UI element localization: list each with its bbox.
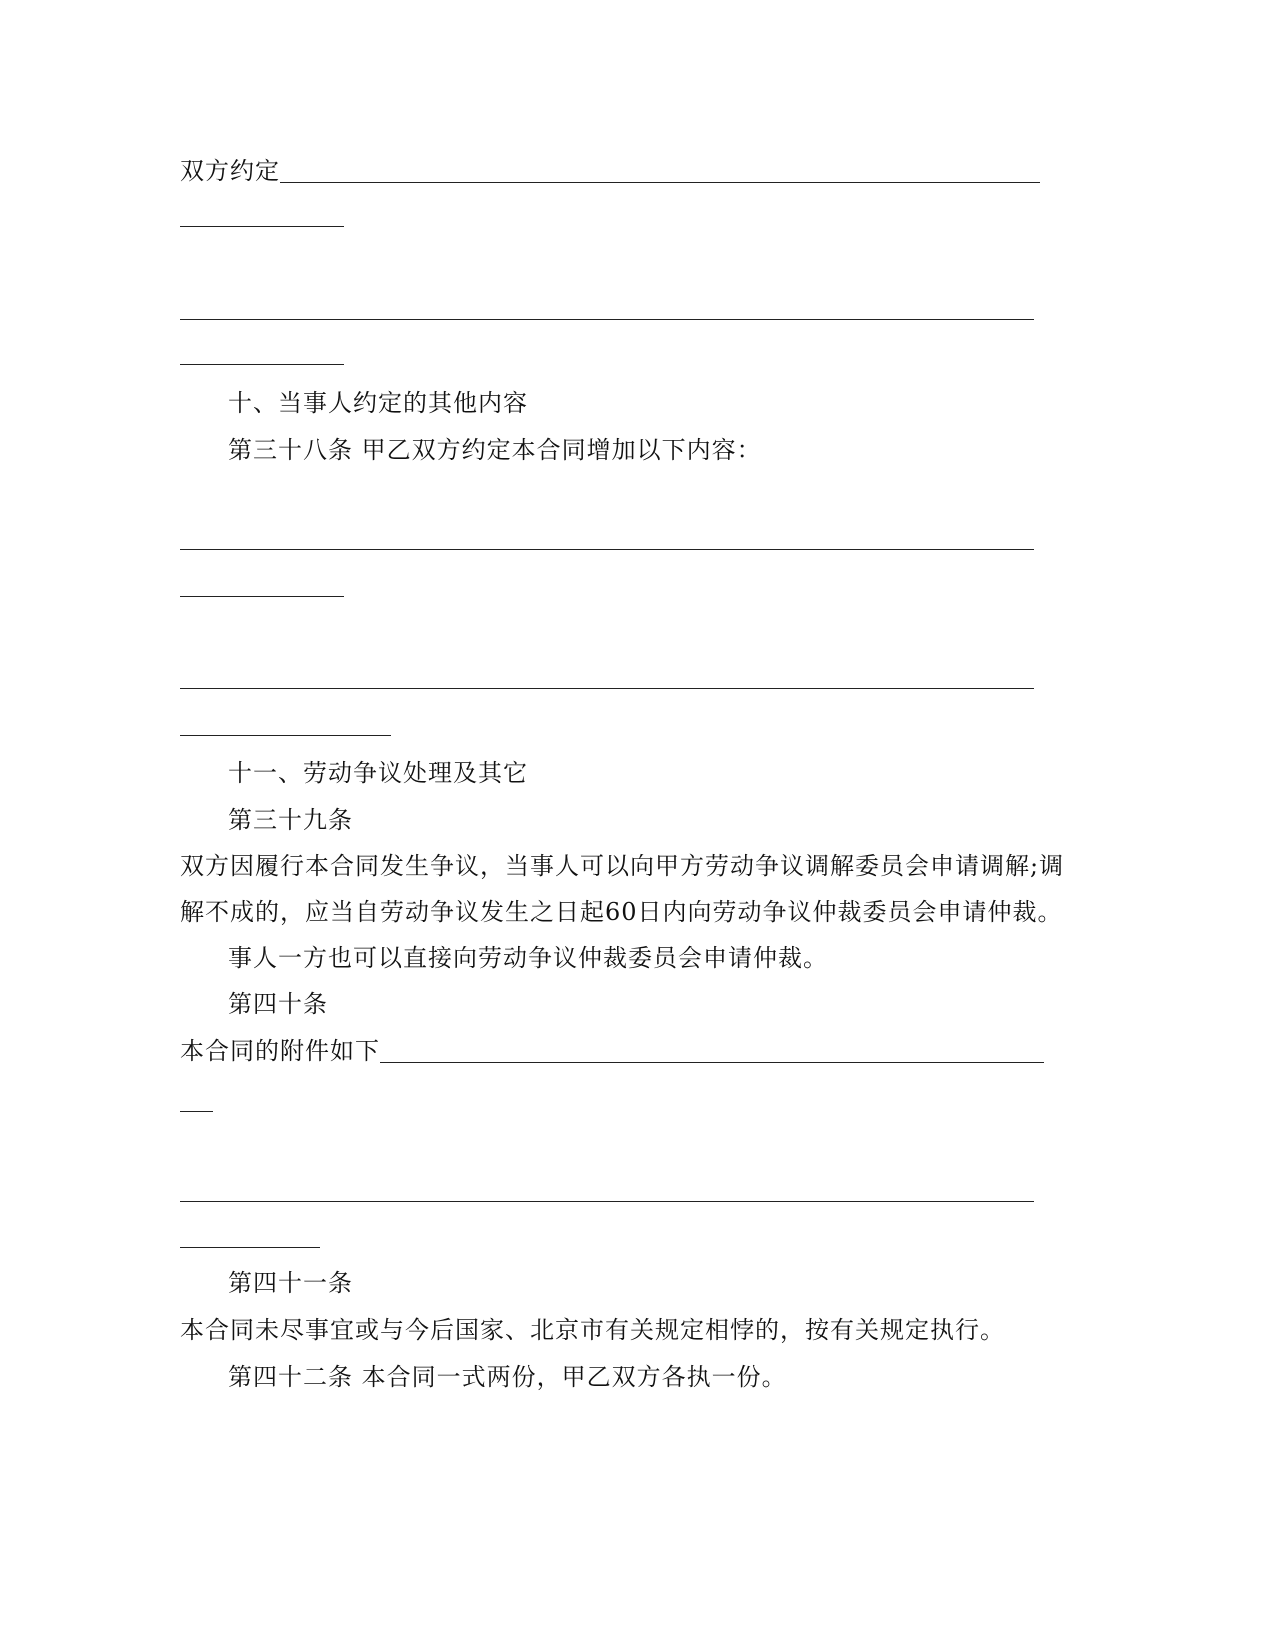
- blank-line: [180, 1201, 1034, 1202]
- blank-line: [180, 1247, 320, 1248]
- article-39-line-3: 事人一方也可以直接向劳动争议仲裁委员会申请仲裁。: [228, 944, 828, 972]
- blank-line: [180, 364, 344, 365]
- article-40-title: 第四十条: [228, 990, 328, 1018]
- blank-line: [180, 1111, 213, 1112]
- blank-line: [180, 735, 391, 736]
- article-39-line-2: 解不成的，应当自劳动争议发生之日起60日内向劳动争议仲裁委员会申请仲裁。: [180, 898, 1063, 926]
- blank-line: [180, 549, 1034, 550]
- agreed-label: 双方约定: [180, 157, 280, 185]
- agreed-line: [180, 156, 1040, 186]
- article-42: 第四十二条 本合同一式两份，甲乙双方各执一份。: [228, 1363, 787, 1391]
- article-39-line-1: 双方因履行本合同发生争议，当事人可以向甲方劳动争议调解委员会申请调解;调: [180, 852, 1065, 880]
- attachments-blank: [380, 1062, 1044, 1063]
- article-39-title: 第三十九条: [228, 806, 353, 834]
- blank-line: [180, 596, 344, 597]
- section-11-heading: 十一、劳动争议处理及其它: [228, 759, 528, 787]
- article-38: 第三十八条 甲乙双方约定本合同增加以下内容：: [228, 436, 762, 464]
- agreed-blank: [280, 182, 1040, 183]
- attachments-line: [180, 1036, 1044, 1066]
- attachments-label: 本合同的附件如下: [180, 1037, 380, 1065]
- section-10-heading: 十、当事人约定的其他内容: [228, 389, 528, 417]
- article-41-title: 第四十一条: [228, 1269, 353, 1297]
- blank-line: [180, 226, 344, 227]
- blank-line: [180, 688, 1034, 689]
- blank-line: [180, 319, 1034, 320]
- article-41-text: 本合同未尽事宜或与今后国家、北京市有关规定相悖的，按有关规定执行。: [180, 1316, 1005, 1344]
